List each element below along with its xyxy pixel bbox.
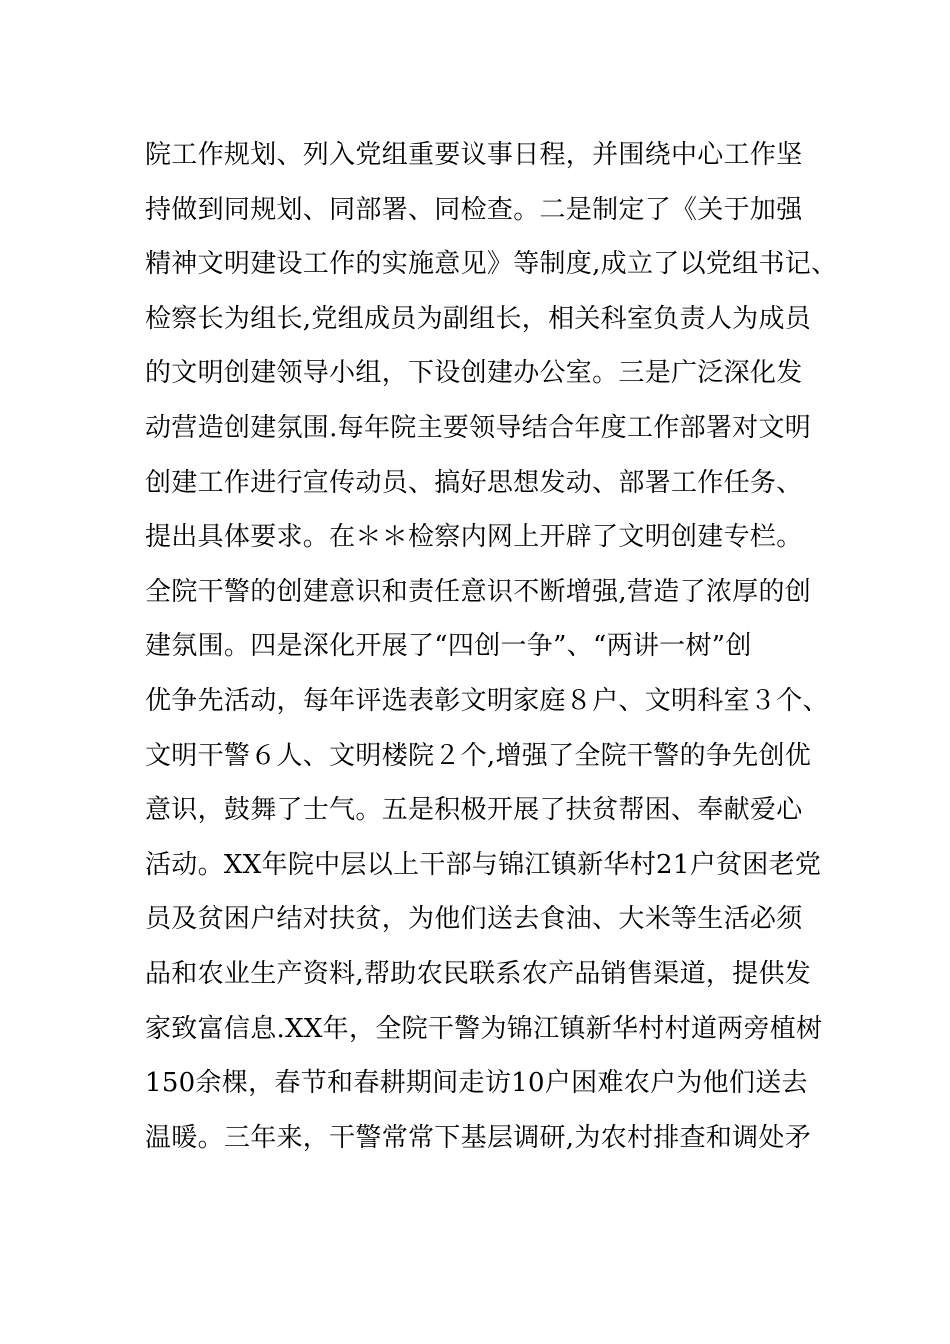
- text-line: 活动。XX年院中层以上干部与锦江镇新华村21户贫困老党: [145, 849, 822, 880]
- text-line: 持做到同规划、同部署、同检查。二是制定了《关于加强: [145, 194, 803, 225]
- text-line: 创建工作进行宣传动员、搞好思想发动、部署工作任务、: [145, 467, 803, 498]
- document-body: [145, 128, 845, 1165]
- text-line: 文明干警６人、文明楼院２个,增强了全院干警的争先创优: [145, 740, 812, 771]
- text-line: 院工作规划、列入党组重要议事日程，并围绕中心工作坚: [145, 140, 803, 170]
- text-line: 全院干警的创建意识和责任意识不断增强,营造了浓厚的创: [145, 576, 812, 607]
- text-line: 意识，鼓舞了士气。五是积极开展了扶贫帮困、奉献爱心: [145, 795, 803, 826]
- text-line: 的文明创建领导小组，下设创建办公室。三是广泛深化发: [145, 358, 803, 389]
- text-line: 150余棵，春节和春耕期间走访10户困难农户为他们送去: [145, 1068, 808, 1099]
- text-line: 优争先活动，每年评选表彰文明家庭８户、文明科室３个、: [145, 685, 829, 716]
- text-line: 员及贫困户结对扶贫，为他们送去食油、大米等生活必须: [145, 904, 803, 935]
- text-line: 品和农业生产资料,帮助农民联系农产品销售渠道，提供发: [145, 958, 812, 989]
- text-line: 提出具体要求。在＊＊检察内网上开辟了文明创建专栏。: [145, 522, 803, 553]
- text-line: 动营造创建氛围.每年院主要领导结合年度工作部署对文明: [145, 412, 812, 443]
- text-line: 检察长为组长,党组成员为副组长，相关科室负责人为成员: [145, 303, 812, 334]
- text-line: 建氛围。四是深化开展了“四创一争”、“两讲一树”创: [145, 631, 752, 662]
- text-line: 温暖。三年来，干警常常下基层调研,为农村排查和调处矛: [145, 1122, 812, 1153]
- text-line: 家致富信息.XX年，全院干警为锦江镇新华村村道两旁植树: [145, 1013, 823, 1044]
- text-line: 精神文明建设工作的实施意见》等制度,成立了以党组书记、: [145, 249, 838, 280]
